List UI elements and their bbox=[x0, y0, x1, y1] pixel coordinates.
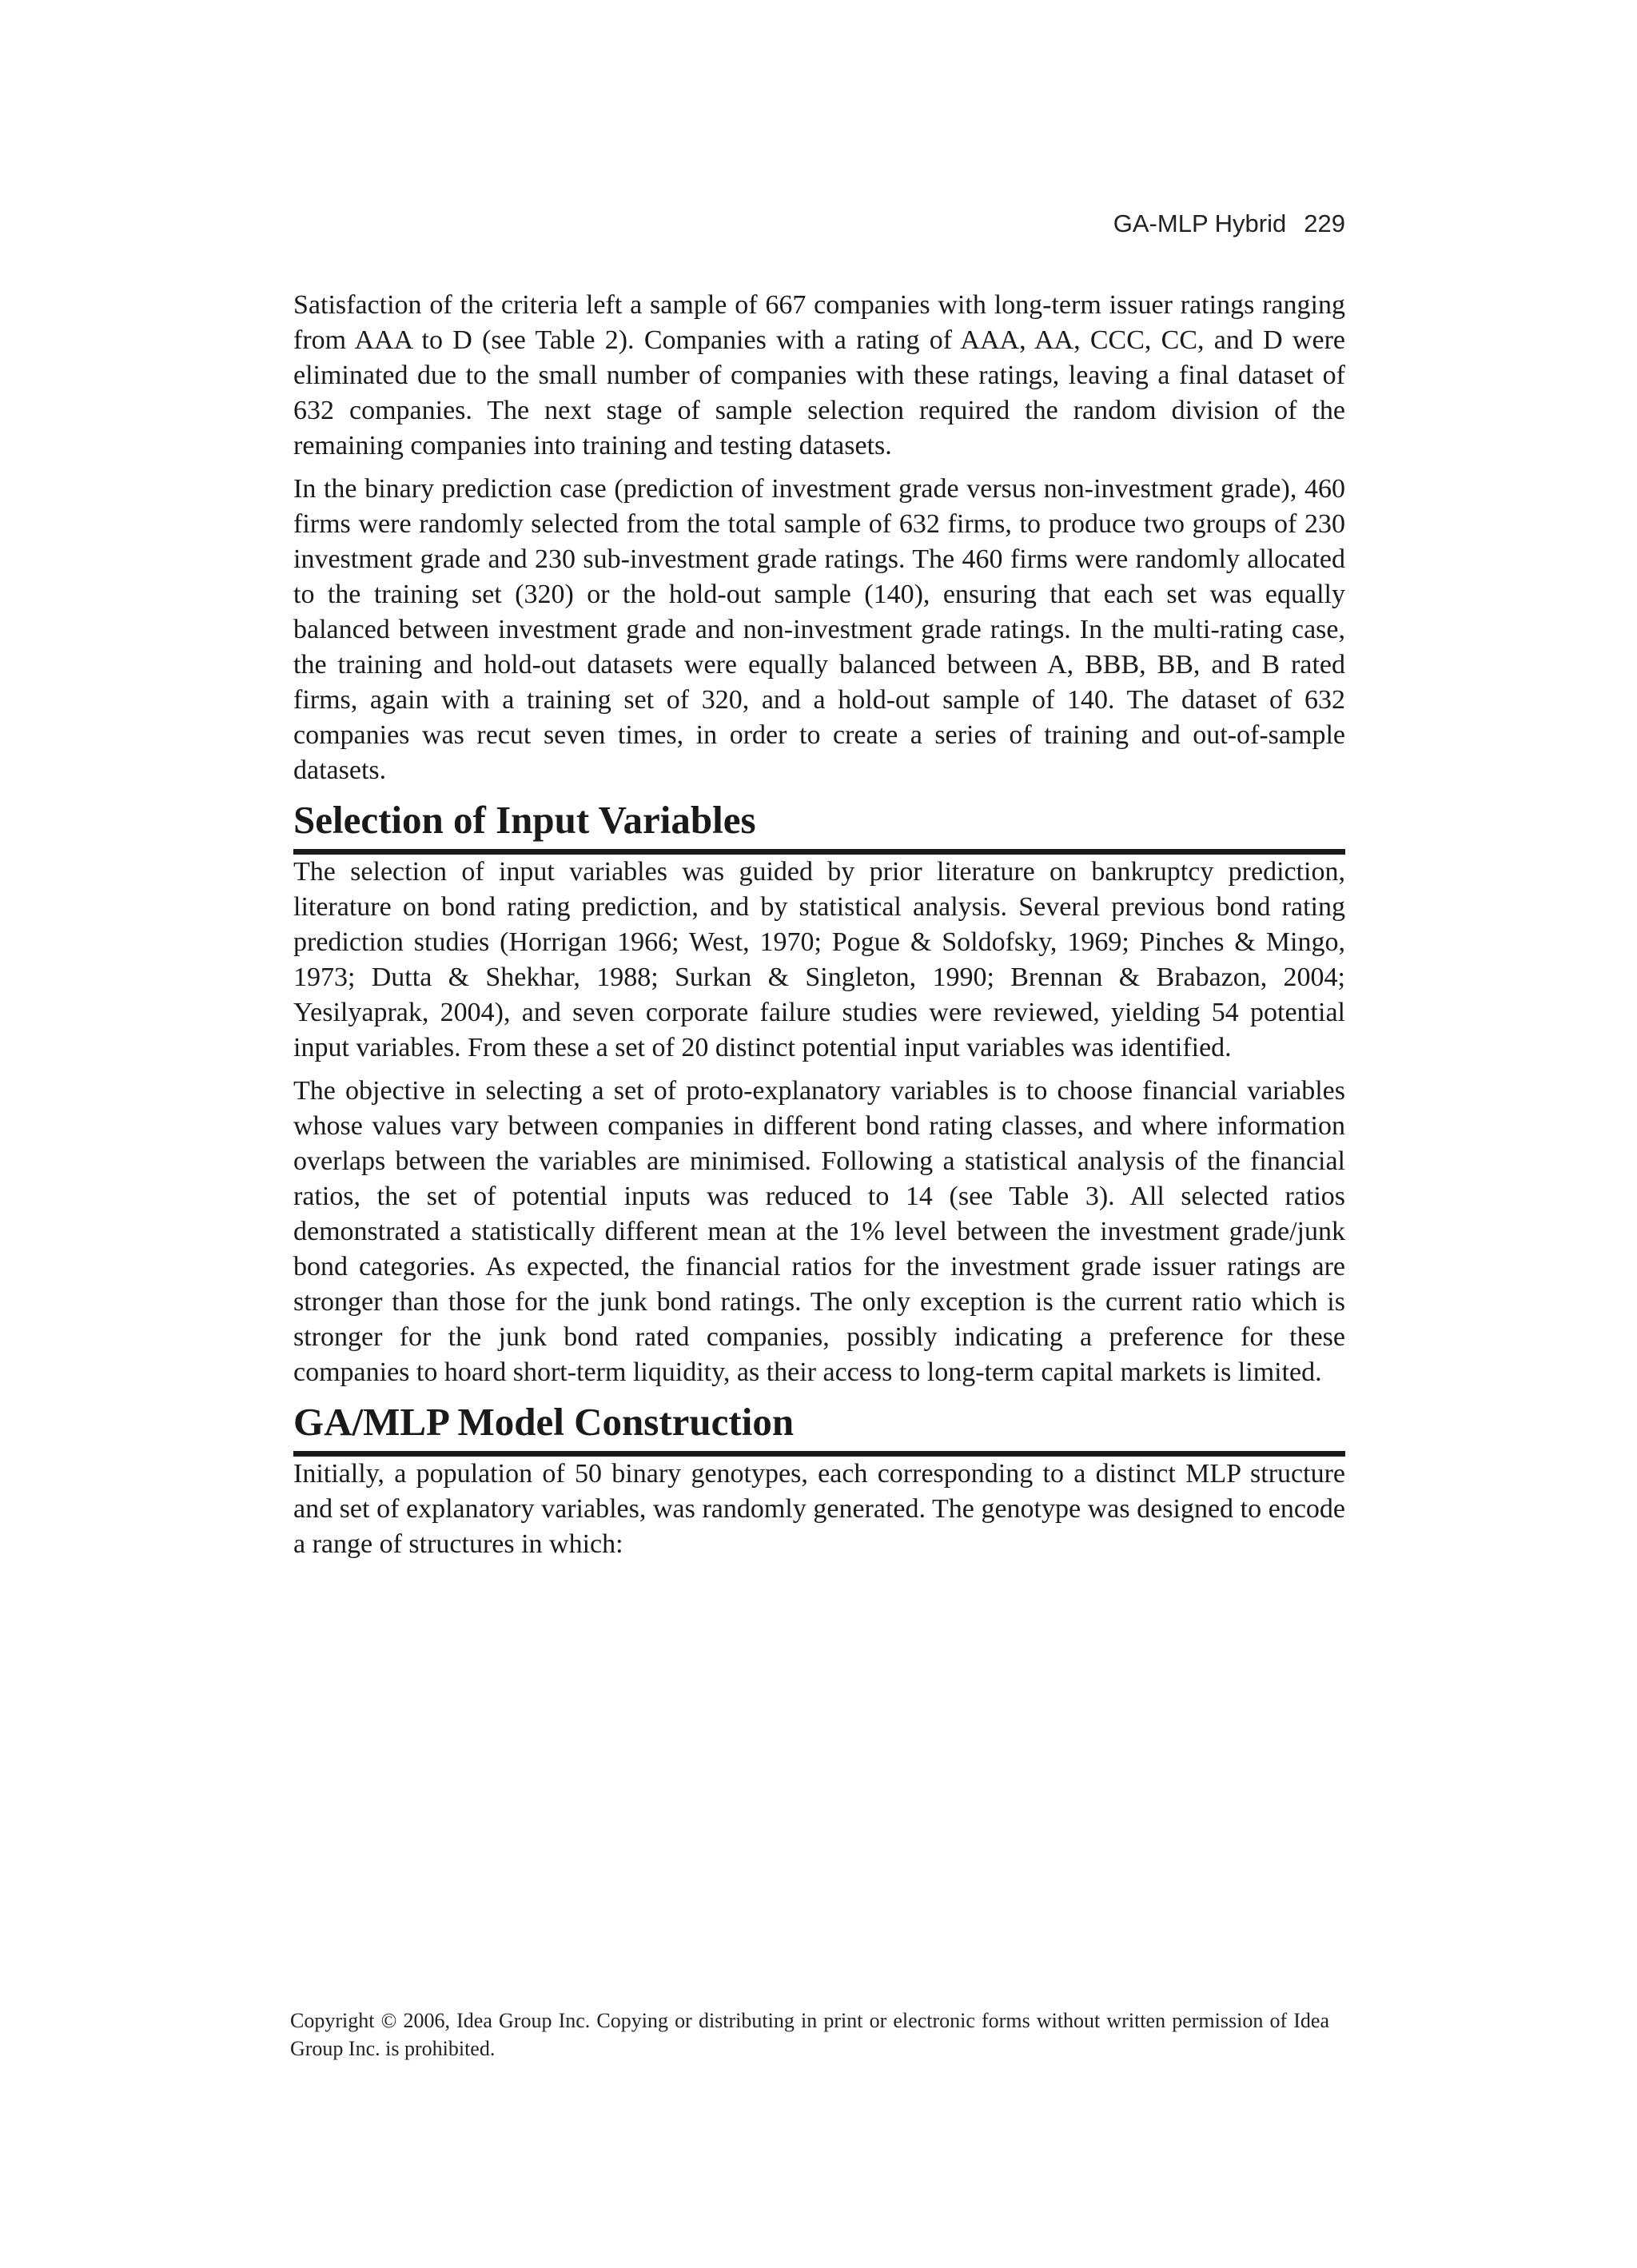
paragraph: Initially, a population of 50 binary genotypes, each corresponding to a distinct MLP structure and set of explanatory variables, was randomly generated. The genotype was designed to encode a range of structures in which: bbox=[293, 1459, 1345, 1559]
section-heading-model-construction: GA/MLP Model Construction bbox=[293, 1398, 1345, 1457]
paragraph: The selection of input variables was guided by prior literature on bankruptcy prediction, literature on bond rating prediction, and by statistical analysis. Several previous bond rating prediction studies (Horrigan 1966; West, 1970; Pogue & Soldofsky, 1969; Pinches & Mingo, 1973; Dutta & Shekhar, 1988; Surkan & Singleton, 1990; Brennan & Brabazon, 2004; Yesilyaprak, 2004), and seven corporate failure studies were reviewed, yielding 54 potential input variables. From these a set of 20 distinct potential input variables was identified. bbox=[293, 857, 1345, 1062]
running-title: GA-MLP Hybrid bbox=[1113, 209, 1287, 237]
running-head bbox=[1113, 209, 1345, 238]
page-body bbox=[293, 288, 1345, 1570]
section-heading-input-variables: Selection of Input Variables bbox=[293, 796, 1345, 855]
copyright-notice: Copyright © 2006, Idea Group Inc. Copying or distributing in print or electronic forms without written permission of Idea Group Inc. is prohibited. bbox=[290, 2009, 1329, 2060]
paragraph: In the binary prediction case (prediction of investment grade versus non-investment grade), 460 firms were randomly selected from the total sample of 632 firms, to produce two groups of 230 investment grade and 230 sub-investment grade ratings. The 460 firms were randomly allocated to the training set (320) or the hold-out sample (140), ensuring that each set was equally balanced between investment grade and non-investment grade ratings. In the multi-rating case, the training and hold-out datasets were equally balanced between A, BBB, BB, and B rated firms, again with a training set of 320, and a hold-out sample of 140. The dataset of 632 companies was recut seven times, in order to create a series of training and out-of-sample datasets. bbox=[293, 474, 1345, 785]
paragraph: Satisfaction of the criteria left a sample of 667 companies with long-term issuer ratings ranging from AAA to D (see Table 2). Companies with a rating of AAA, AA, CCC, CC, and D were eliminated due to the small number of companies with these ratings, leaving a final dataset of 632 companies. The next stage of sample selection required the random division of the remaining companies into training and testing datasets. bbox=[293, 290, 1345, 460]
page-number: 229 bbox=[1304, 209, 1345, 237]
paragraph: The objective in selecting a set of proto-explanatory variables is to choose financial variables whose values vary between companies in different bond rating classes, and where information overlaps between the variables are minimised. Following a statistical analysis of the financial ratios, the set of potential inputs was reduced to 14 (see Table 3). All selected ratios demonstrated a statistically different mean at the 1% level between the investment grade/junk bond categories. As expected, the financial ratios for the investment grade issuer ratings are stronger than those for the junk bond ratings. The only exception is the current ratio which is stronger for the junk bond rated companies, possibly indicating a preference for these companies to hoard short-term liquidity, as their access to long-term capital markets is limited. bbox=[293, 1076, 1345, 1387]
